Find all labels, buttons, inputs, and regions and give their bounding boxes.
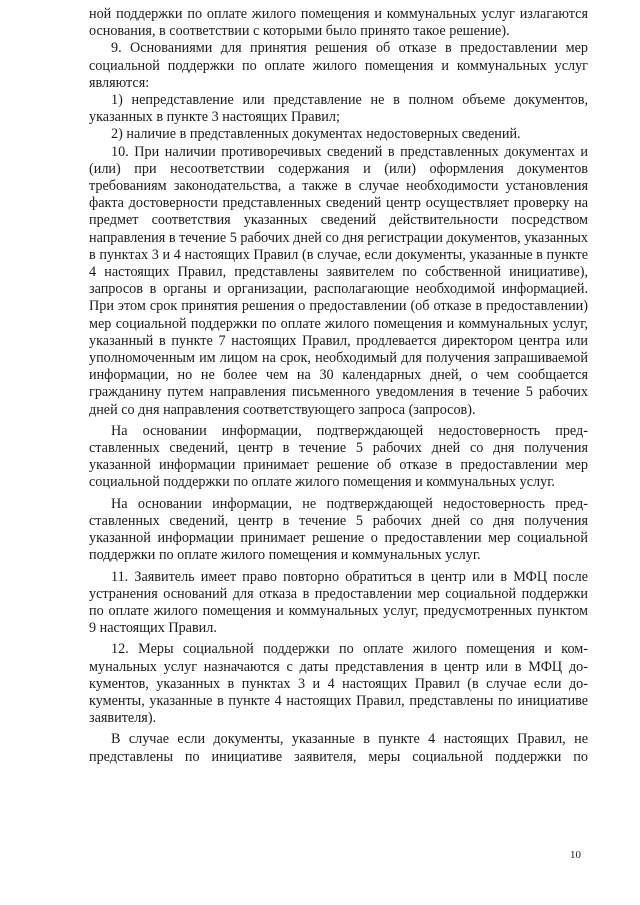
paragraph-item-9-1: 1) непредставление или представление не в полном объеме документов, указанных в пункте 3 настоящих Правил; xyxy=(89,92,588,126)
page-number: 10 xyxy=(570,849,581,861)
paragraph-refusal-basis: На основании информации, подтверждающей недостоверность представленных сведений, центр в течение 5 рабочих дней со дня получения указанной информации принимает решение об отказе в предоставлении мер социальной поддержки по оплате жилого помещения и коммунальных услуг. xyxy=(89,422,588,491)
paragraph-not-submitted-case: В случае если документы, указанные в пункте 4 настоящих Правил, не представлены по инициативе заявителя, меры социальной поддержки по xyxy=(89,731,588,765)
paragraph-item-9-2: 2) наличие в представленных документах недостоверных сведений. xyxy=(111,126,521,143)
paragraph-item-11: 11. Заявитель имеет право повторно обратиться в центр или в МФЦ после устранения оснований для отказа в предоставлении мер социальной поддержки по оплате жилого помещения и коммунальных услуг, предусмотренных пунктом 9 настоящих Правил. xyxy=(89,568,588,637)
paragraph-item-12: 12. Меры социальной поддержки по оплате жилого помещения и коммунальных услуг назначаются с даты представления в центр или в МФЦ документов, указанных в пунктах 3 и 4 настоящих Правил (в случае если документы, указанные в пункте 4 настоящих Правил, представлены по инициативе заявителя). xyxy=(89,641,588,727)
paragraph-item-10: 10. При наличии противоречивых сведений в представленных документах и (или) при несоответствии содержания и (или) оформления документов требованиям законодательства, а также в случае необходимости установления факта достоверности представленных сведений центр осуществляет проверку на предмет соответствия указанных сведений действительности посредством направления в течение 5 рабочих дней со дня регистрации документов, указанных в пунктах 3 и 4 настоящих Правил (в случае, если документы, указанные в пункте 4 настоящих Правил, представлены заявителем по собственной инициативе), запросов в органы и организации, располагающие необходимой информацией. При этом срок принятия решения о предоставлении (об отказе в предоставлении) мер социальной поддержки по оплате жилого помещения и коммунальных услуг, указанный в пункте 7 настоящих Правил, продлевается директором центра или уполномоченным им лицом на срок, необходимый для получения запрашиваемой информации, но не более чем на 30 календарных дней, о чем сообщается гражданину путем направления письменного уведомления в течение 5 рабочих дней со дня направления соответствующего запроса (запросов). xyxy=(89,143,588,418)
paragraph-item-9: 9. Основаниями для принятия решения об отказе в предоставлении мер социальной поддержки по оплате жилого помещения и коммунальных услуг являются: xyxy=(89,40,588,91)
document-body xyxy=(89,6,588,766)
paragraph-granting-basis: На основании информации, не подтверждающей недостоверность представленных сведений, центр в течение 5 рабочих дней со дня получения указанной информации принимает решение о предоставлении мер социальной поддержки по оплате жилого помещения и коммунальных услуг. xyxy=(89,495,588,564)
paragraph-continuation: ной поддержки по оплате жилого помещения и коммунальных услуг излагаются основания, в соответствии с которыми было принято такое решение). xyxy=(89,6,588,40)
